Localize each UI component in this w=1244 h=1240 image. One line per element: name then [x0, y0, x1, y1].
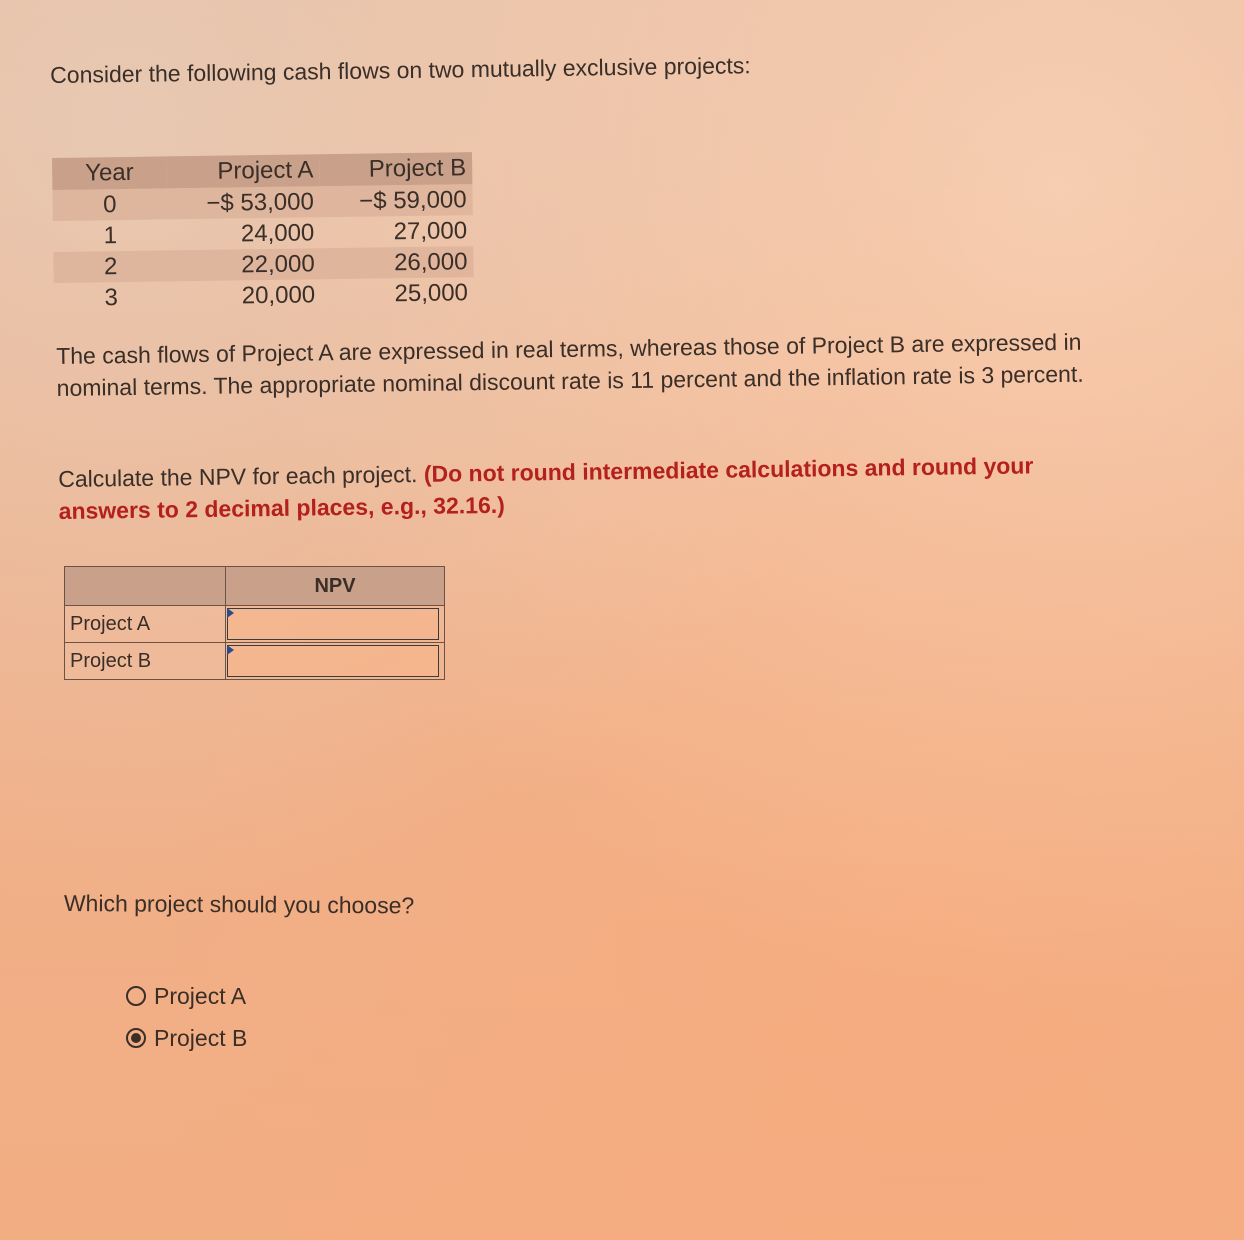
project-b-cell: 25,000: [394, 278, 469, 307]
project-b-cell: 27,000: [393, 216, 468, 245]
npv-header-blank: [65, 567, 226, 606]
npv-label-project-b: Project B: [65, 643, 226, 680]
year-cell: 3: [104, 283, 119, 311]
intro-text: Consider the following cash flows on two mutually exclusive projects:: [50, 52, 751, 88]
project-a-cell: −$ 53,000: [167, 186, 320, 219]
header-project-a: Project A: [166, 154, 319, 188]
choice-project-a[interactable]: [126, 975, 247, 1017]
instruction-emphasis: (Do not round intermediate calculations and round your answers to 2 decimal places, e.g., 32.16.): [58, 452, 1034, 524]
input-marker-icon: [227, 608, 234, 618]
npv-row-project-a: [65, 606, 445, 643]
radio-project-a[interactable]: [126, 986, 146, 1006]
radio-project-b[interactable]: [126, 1028, 146, 1048]
project-b-cell: 26,000: [321, 246, 474, 279]
npv-header-row: [65, 567, 445, 606]
choice-label-project-b: Project B: [154, 1024, 248, 1051]
cash-flow-table: [52, 152, 474, 314]
npv-row-project-b: [65, 643, 445, 680]
npv-cell-project-a: [226, 606, 445, 643]
project-a-cell: 22,000: [168, 248, 321, 281]
choice-question: Which project should you choose?: [63, 890, 415, 919]
problem-paragraph: The cash flows of Project A are expressed in real terms, whereas those of Project B are expressed in nominal terms. The appropriate nominal discount rate is 11 percent and the inflation rate is 3 percent.: [56, 328, 1084, 401]
choice-project-b[interactable]: [126, 1017, 247, 1059]
npv-cell-project-b: [226, 643, 445, 680]
year-cell: 0: [52, 188, 167, 221]
instruction-text: [58, 448, 1099, 527]
project-b-cell: −$ 59,000: [320, 184, 473, 217]
year-cell: 2: [53, 250, 168, 283]
instruction-main: Calculate the NPV for each project.: [58, 460, 418, 492]
choice-group: [126, 975, 247, 1059]
project-a-cell: 24,000: [240, 218, 315, 247]
choice-label-project-a: Project A: [154, 982, 247, 1009]
year-cell: 1: [103, 221, 118, 249]
header-year: Year: [52, 156, 167, 190]
npv-input-project-b[interactable]: [227, 645, 439, 677]
header-project-b: Project B: [319, 152, 472, 186]
npv-input-project-a[interactable]: [227, 608, 439, 640]
npv-header: NPV: [226, 567, 445, 606]
cash-flow-row: [54, 277, 474, 314]
npv-label-project-a: Project A: [65, 606, 226, 643]
npv-answer-table: [64, 566, 445, 680]
input-marker-icon: [227, 645, 234, 655]
project-a-cell: 20,000: [241, 280, 316, 309]
